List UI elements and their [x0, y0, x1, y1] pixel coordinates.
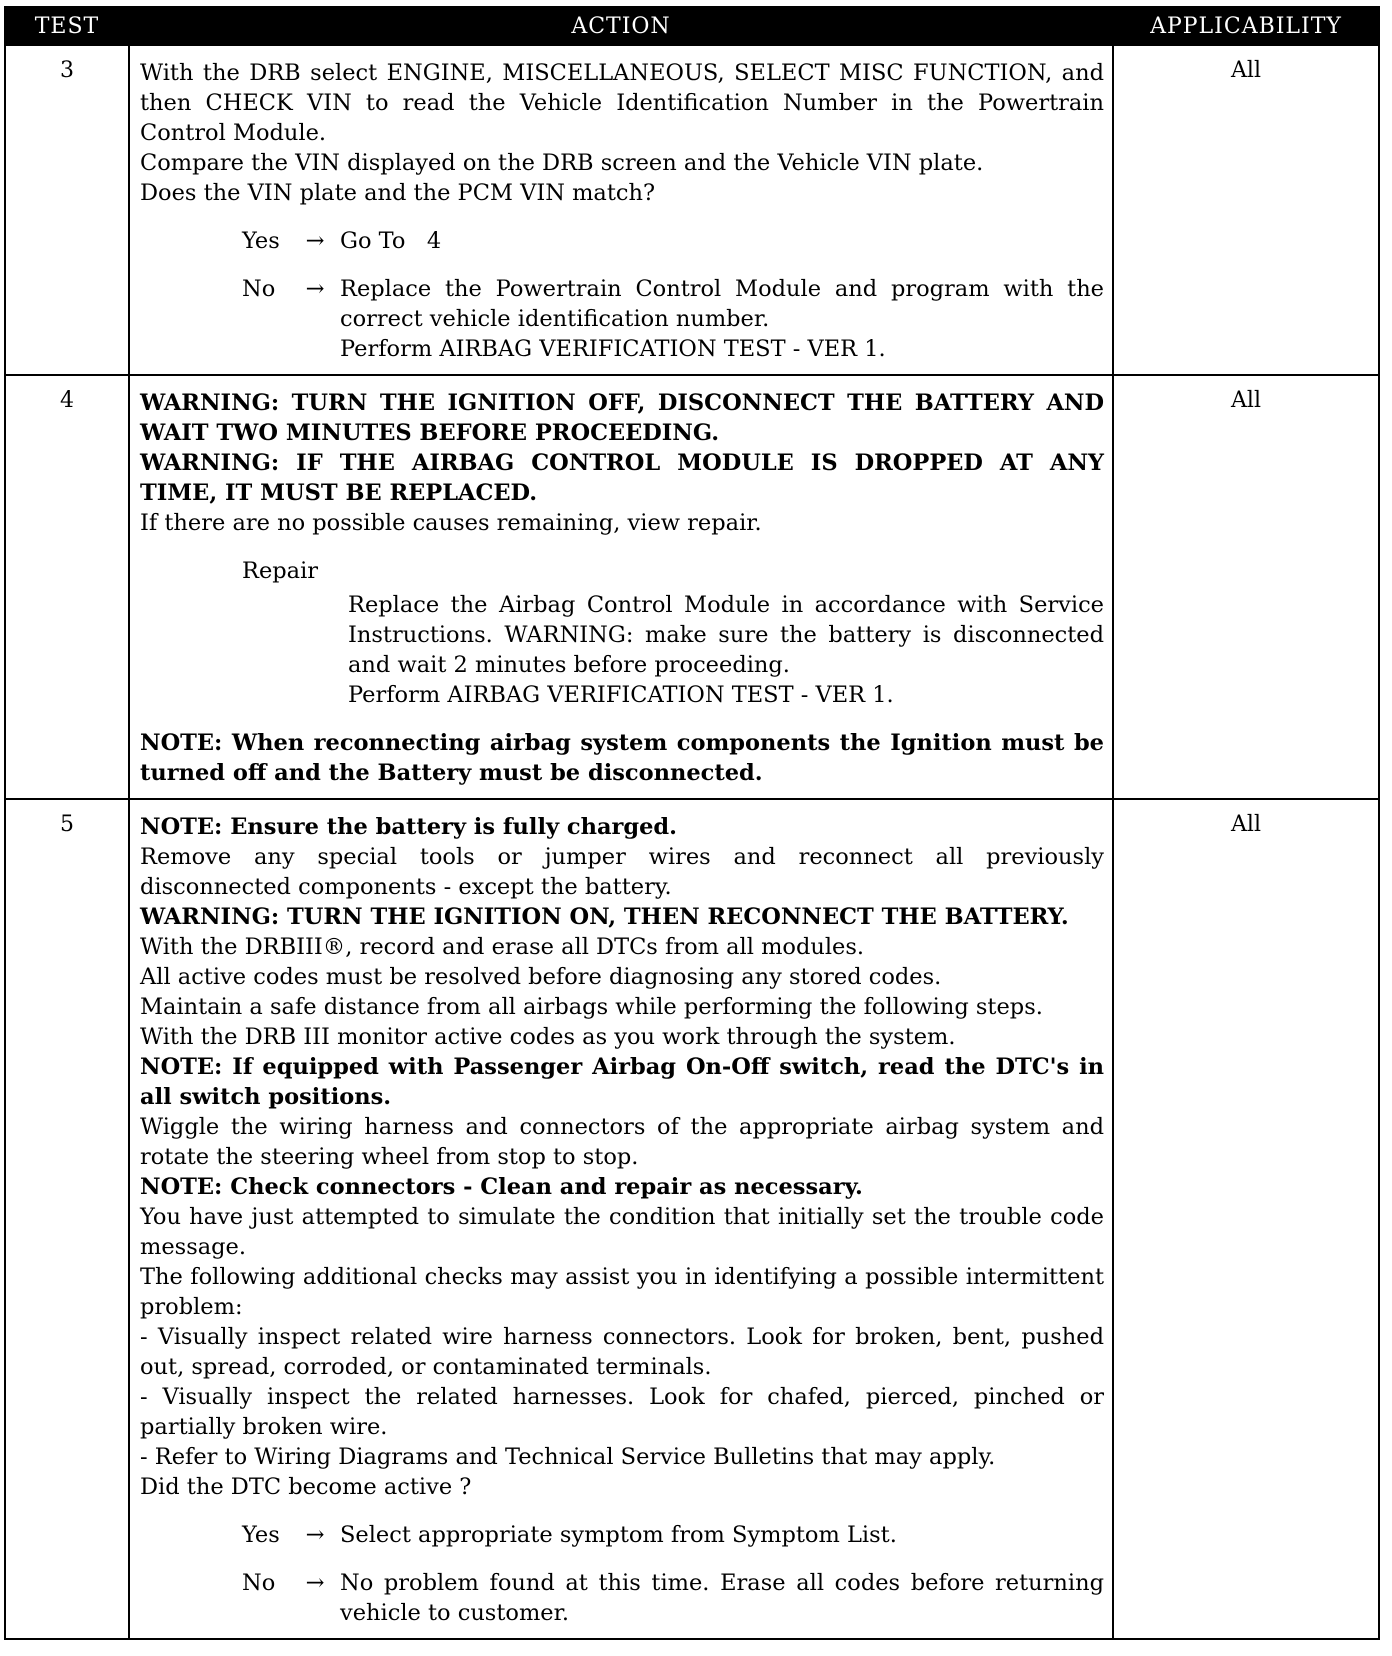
repair-line: Replace the Airbag Control Module in accordance with Service Instructions. WARNING: make sure the battery is disconnected and wait 2 minutes before proceeding. [348, 592, 1104, 678]
no-label: No [242, 276, 276, 302]
yes-result: Go To 4 [340, 228, 442, 254]
action-cell [129, 799, 1113, 1639]
applicability-cell: All [1113, 375, 1379, 799]
header-test: TEST [5, 7, 129, 45]
action-line: All active codes must be resolved before diagnosing any stored codes. [140, 964, 942, 990]
table-row [5, 799, 1379, 1639]
no-result: No problem found at this time. Erase all codes before returning vehicle to customer. [340, 1570, 1104, 1626]
arrow-icon: → [305, 276, 325, 302]
test-number: 3 [5, 45, 129, 375]
action-line: Did the DTC become active ? [140, 1474, 472, 1500]
action-cell [129, 375, 1113, 799]
no-option [140, 274, 1104, 364]
yes-label: Yes [242, 1522, 280, 1548]
arrow-icon: → [305, 228, 325, 254]
action-line: The following additional checks may assist you in identifying a possible intermittent problem: [140, 1264, 1104, 1320]
no-result [340, 274, 1104, 364]
action-line: - Visually inspect related wire harness connectors. Look for broken, bent, pushed out, spread, corroded, or contaminated terminals. [140, 1324, 1104, 1380]
action-cell [129, 45, 1113, 375]
header-action: ACTION [129, 7, 1113, 45]
applicability-cell: All [1113, 45, 1379, 375]
action-line: With the DRB select ENGINE, MISCELLANEOUS, SELECT MISC FUNCTION, and then CHECK VIN to read the Vehicle Identification Number in the Powertrain Control Module. [140, 60, 1104, 146]
test-number: 5 [5, 799, 129, 1639]
test-number: 4 [5, 375, 129, 799]
warning-text: WARNING: IF THE AIRBAG CONTROL MODULE IS DROPPED AT ANY TIME, IT MUST BE REPLACED. [140, 450, 1104, 506]
action-line: Wiggle the wiring harness and connectors of the appropriate airbag system and rotate the steering wheel from stop to stop. [140, 1114, 1104, 1170]
yes-option [140, 226, 1104, 256]
arrow-icon: → [305, 1522, 325, 1548]
note-text: NOTE: When reconnecting airbag system components the Ignition must be turned off and the Battery must be disconnected. [140, 730, 1104, 786]
note-text: NOTE: Check connectors - Clean and repair as necessary. [140, 1174, 863, 1200]
action-line: If there are no possible causes remaining, view repair. [140, 510, 762, 536]
action-line: Maintain a safe distance from all airbags while performing the following steps. [140, 994, 1043, 1020]
action-line: - Visually inspect the related harnesses. Look for chafed, pierced, pinched or partially broken wire. [140, 1384, 1104, 1440]
repair-line: Perform AIRBAG VERIFICATION TEST - VER 1. [348, 682, 894, 708]
yes-result: Select appropriate symptom from Symptom List. [340, 1522, 897, 1548]
action-line: With the DRBIII®, record and erase all DTCs from all modules. [140, 934, 865, 960]
diagnostic-table [4, 6, 1380, 1640]
table-row [5, 45, 1379, 375]
yes-label: Yes [242, 228, 280, 254]
action-line: Compare the VIN displayed on the DRB screen and the Vehicle VIN plate. [140, 150, 984, 176]
note-text: NOTE: If equipped with Passenger Airbag On-Off switch, read the DTC's in all switch positions. [140, 1054, 1104, 1110]
action-line: With the DRB III monitor active codes as you work through the system. [140, 1024, 956, 1050]
action-line: Does the VIN plate and the PCM VIN match? [140, 180, 656, 206]
action-line: Remove any special tools or jumper wires and reconnect all previously disconnected components - except the battery. [140, 844, 1104, 900]
warning-text: WARNING: TURN THE IGNITION ON, THEN RECONNECT THE BATTERY. [140, 904, 1069, 930]
repair-text [348, 590, 1104, 710]
warning-text: WARNING: TURN THE IGNITION OFF, DISCONNECT THE BATTERY AND WAIT TWO MINUTES BEFORE PROCEEDING. [140, 390, 1104, 446]
note-text: NOTE: Ensure the battery is fully charged. [140, 814, 678, 840]
table-row [5, 375, 1379, 799]
applicability-cell: All [1113, 799, 1379, 1639]
header-applicability: APPLICABILITY [1113, 7, 1379, 45]
arrow-icon: → [305, 1570, 325, 1596]
yes-option [140, 1520, 1104, 1550]
repair-label: Repair [242, 558, 319, 584]
action-line: - Refer to Wiring Diagrams and Technical Service Bulletins that may apply. [140, 1444, 996, 1470]
header-row [5, 7, 1379, 45]
no-result-line: Perform AIRBAG VERIFICATION TEST - VER 1. [340, 336, 886, 362]
action-line: You have just attempted to simulate the condition that initially set the trouble code message. [140, 1204, 1104, 1260]
no-option [140, 1568, 1104, 1628]
no-result-line: Replace the Powertrain Control Module and program with the correct vehicle identification number. [340, 276, 1104, 332]
no-label: No [242, 1570, 276, 1596]
